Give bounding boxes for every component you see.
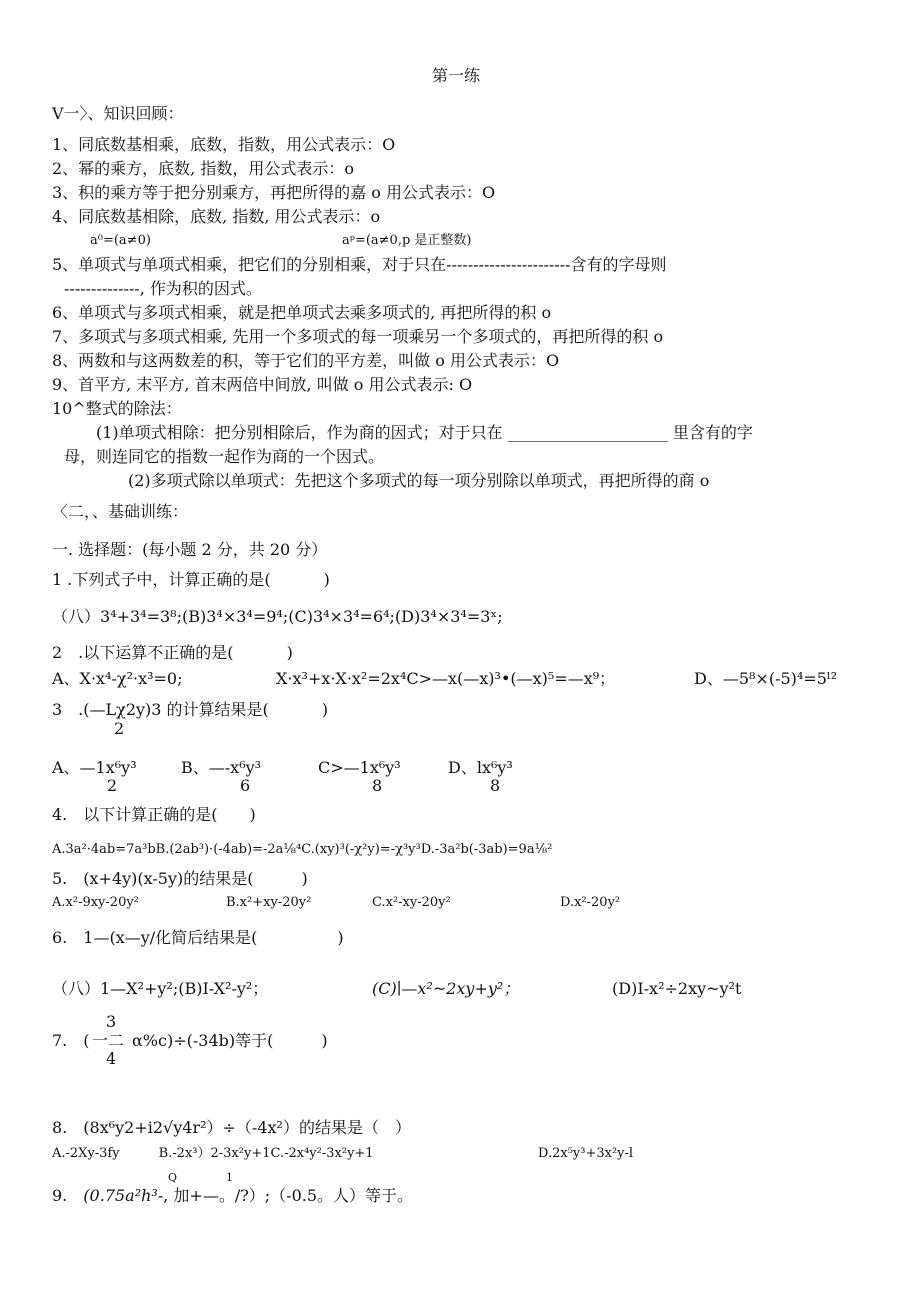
question-5-option-a: A.x²-9xy-20y² bbox=[52, 895, 139, 910]
question-1-stem: 1 .下列式子中，计算正确的是( ) bbox=[52, 570, 330, 589]
question-3-option-a-denominator: 2 bbox=[107, 776, 118, 795]
zero-power-rule: a⁰=(a≠0) bbox=[90, 233, 151, 248]
question-3-option-b: B、—-x⁶y³ bbox=[181, 758, 262, 777]
question-9-mark-1: 1 bbox=[226, 1171, 233, 1184]
question-6-stem: 6. 1—(x—y/化简后结果是( ) bbox=[52, 928, 344, 947]
question-2-stem: 2 .以下运算不正确的是( ) bbox=[52, 643, 293, 662]
review-item-10-1: (1)单项式相除：把分别相除后，作为商的因式；对于只在 ____________________ 里含有的字 bbox=[96, 423, 753, 442]
question-8-option-d: D.2x⁵y³+3x²y-l bbox=[538, 1146, 634, 1161]
question-5-option-d: D.x²-20y² bbox=[560, 895, 621, 910]
question-7-fraction-numerator: 3 bbox=[106, 1012, 117, 1031]
review-item-6: 6、单项式与多项式相乘，就是把单项式去乘多项式的, 再把所得的积 o bbox=[52, 303, 552, 322]
section-review-heading: V一〉、知识回顾： bbox=[52, 104, 184, 123]
question-2-option-a: A、X·x⁴-χ²·x³=0; bbox=[52, 669, 183, 688]
review-item-9: 9、首平方, 末平方, 首末两倍中间放, 叫做 o 用公式表示: O bbox=[52, 375, 473, 394]
question-3-option-b-denominator: 6 bbox=[240, 776, 251, 795]
question-3-stem-denominator: 2 bbox=[114, 719, 125, 738]
question-7-stem-prefix: 7. ( bbox=[52, 1031, 90, 1050]
section-training-heading: 〈二，、基础训练： bbox=[52, 502, 189, 521]
question-6-options-ab: （八）1—X²+y²;(B)I-X²-y²； bbox=[52, 979, 269, 998]
question-3-option-c: C>—1x⁶y³ bbox=[318, 758, 401, 777]
review-item-4: 4、同底数基相除，底数, 指数, 用公式表示：o bbox=[52, 207, 381, 226]
question-3-option-a: A、—1x⁶y³ bbox=[52, 758, 137, 777]
question-2-option-d: D、—5⁸×(-5)⁴=5ˡ² bbox=[694, 669, 838, 688]
question-2-options-bc: X·x³+x·X·x²=2x⁴C>—x(—x)³•(—x)⁵=—x⁹； bbox=[276, 669, 616, 688]
question-3-stem: 3 .(—Lχ2y)3 的计算结果是( ) bbox=[52, 700, 329, 719]
review-item-3: 3、积的乘方等于把分别乘方，再把所得的嘉 o 用公式表示：O bbox=[52, 183, 496, 202]
question-1-options: （八）3⁴+3⁴=3⁸;(B)3⁴×3⁴=9⁴;(C)3⁴×3⁴=6⁴;(D)3⁴×3⁴=3ˣ; bbox=[52, 607, 503, 626]
review-item-7: 7、多项式与多项式相乘, 先用一个多项式的每一项乘另一个多项式的，再把所得的积 o bbox=[52, 327, 664, 346]
review-item-2: 2、幂的乘方，底数, 指数，用公式表示：o bbox=[52, 159, 354, 178]
question-8-options-abc: A.-2Xy-3fy B.-2x³）2-3x²y+1C.-2x⁴y²-3x²y+1 bbox=[52, 1146, 374, 1161]
review-item-1: 1、同底数基相乘，底数，指数，用公式表示：O bbox=[52, 135, 396, 154]
review-item-5-cont: --------------, 作为积的因式。 bbox=[64, 279, 262, 298]
question-9-stem bbox=[52, 1186, 413, 1206]
question-9-mark-q: Q bbox=[168, 1171, 178, 1184]
question-5-option-c: C.x²-xy-20y² bbox=[372, 895, 451, 910]
review-item-10-1-cont: 母，则连同它的指数一起作为商的一个因式。 bbox=[64, 447, 385, 466]
negative-power-rule: aᵖ=(a≠0,p 是正整数) bbox=[342, 233, 472, 248]
question-9-stem-prefix: 9. bbox=[52, 1186, 84, 1205]
question-8-stem: 8. (8x⁶y2+i2√y4r²）÷（-4x²）的结果是（ ） bbox=[52, 1118, 411, 1137]
question-7-fraction-denominator: 4 bbox=[106, 1049, 117, 1068]
question-5-option-b: B.x²+xy-20y² bbox=[226, 895, 312, 910]
choice-section-heading: 一. 选择题：(每小题 2 分，共 20 分） bbox=[52, 540, 328, 559]
question-3-option-c-denominator: 8 bbox=[372, 776, 383, 795]
question-6-option-c: (C)∣—x²~2xy+y²； bbox=[372, 979, 520, 998]
review-item-10: 10^整式的除法： bbox=[52, 399, 182, 418]
question-3-option-d: D、lx⁶y³ bbox=[448, 758, 513, 777]
question-4-stem: 4. 以下计算正确的是( ) bbox=[52, 805, 256, 824]
question-4-options: A.3a²·4ab=7a³bB.(2ab³)·(-4ab)=-2a⅛⁴C.(xy)³(-χ²y)=-χ³y³D.-3a²b(-3ab)=9a⅛² bbox=[52, 842, 553, 857]
question-6-option-d: (D)I-x²÷2xy~y²t bbox=[612, 979, 742, 998]
question-9-stem-italic: (0.75a²h³- bbox=[83, 1186, 164, 1205]
review-item-8: 8、两数和与这两数差的积，等于它们的平方差，叫做 o 用公式表示：O bbox=[52, 351, 560, 370]
question-3-option-d-denominator: 8 bbox=[490, 776, 501, 795]
question-7-stem: α%c)÷(-34b)等于( ) bbox=[132, 1031, 328, 1050]
review-item-10-2: (2)多项式除以单项式：先把这个多项式的每一项分别除以单项式，再把所得的商 o bbox=[128, 471, 710, 490]
question-7-fraction-bar: 一二 bbox=[92, 1031, 125, 1050]
question-5-stem: 5. (x+4y)(x-5y)的结果是( ) bbox=[52, 869, 308, 888]
page-title: 第一练 bbox=[432, 66, 481, 85]
review-item-5: 5、单项式与单项式相乘，把它们的分别相乘，对于只在-----------------------含有的字母则 bbox=[52, 255, 667, 274]
question-9-stem-suffix: , 加+—。/?）;（-0.5。人）等于。 bbox=[163, 1186, 414, 1205]
